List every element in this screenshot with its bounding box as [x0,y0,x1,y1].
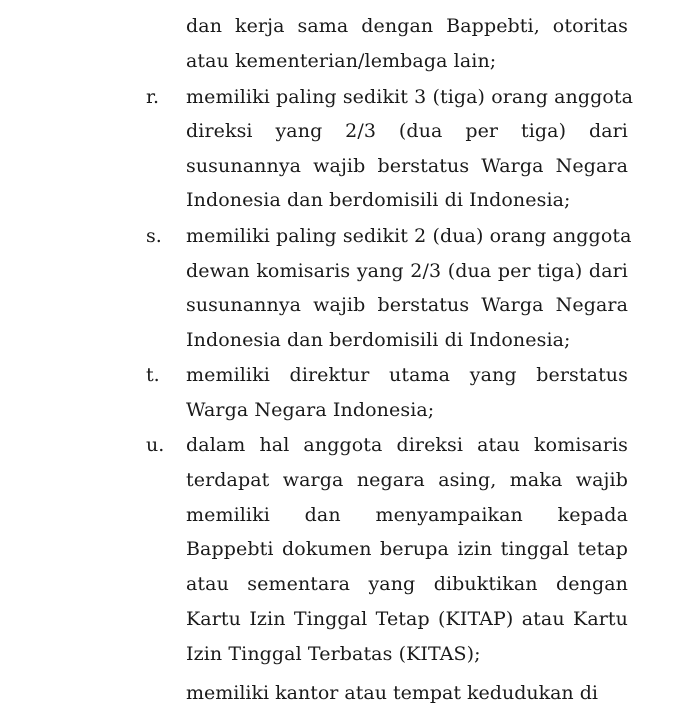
list-item-u-line: Bappebti dokumen berupa izin tinggal tetap [186,538,628,560]
bottom-cutoff-text: memiliki kantor atau tempat kedudukan di [186,682,598,704]
list-item-u-line: dalam hal anggota direksi atau komisaris [186,434,628,456]
list-item-r-line: memiliki paling sedikit 3 (tiga) orang anggota [186,86,634,108]
list-item-u-line: atau sementara yang dibuktikan dengan [186,573,628,595]
top-cutoff-text [186,0,628,3]
list-item-u-line: Kartu Izin Tinggal Tetap (KITAP) atau Kartu [186,608,628,630]
list-item-r-line: Indonesia dan berdomisili di Indonesia; [186,189,571,211]
list-item-u-line: terdapat warga negara asing, maka wajib [186,469,628,491]
list-item-t-line: memiliki direktur utama yang berstatus [186,364,628,386]
list-item-s-line: Indonesia dan berdomisili di Indonesia; [186,329,571,351]
list-item-u-line: Izin Tinggal Terbatas (KITAS); [186,643,481,665]
list-item-s-line: dewan komisaris yang 2/3 (dua per tiga) dari [186,260,628,282]
list-item-s-line: susunannya wajib berstatus Warga Negara [186,294,628,316]
list-item-s-line: memiliki paling sedikit 2 (dua) orang anggota [186,225,632,247]
continuation-line: dan kerja sama dengan Bappebti, otoritas [186,15,628,37]
list-marker-s: s. [146,225,162,247]
list-marker-u: u. [146,434,165,456]
list-marker-t: t. [146,364,160,386]
bottom-cutoff-line [186,676,628,704]
list-item-t-line: Warga Negara Indonesia; [186,399,435,421]
top-cutoff-line [186,0,628,2]
list-item-r-line: direksi yang 2/3 (dua per tiga) dari [186,120,628,142]
continuation-line: atau kementerian/lembaga lain; [186,50,497,72]
list-marker-r: r. [146,86,160,108]
list-item-r-line: susunannya wajib berstatus Warga Negara [186,155,628,177]
list-item-u-line: memiliki dan menyampaikan kepada [186,504,628,526]
